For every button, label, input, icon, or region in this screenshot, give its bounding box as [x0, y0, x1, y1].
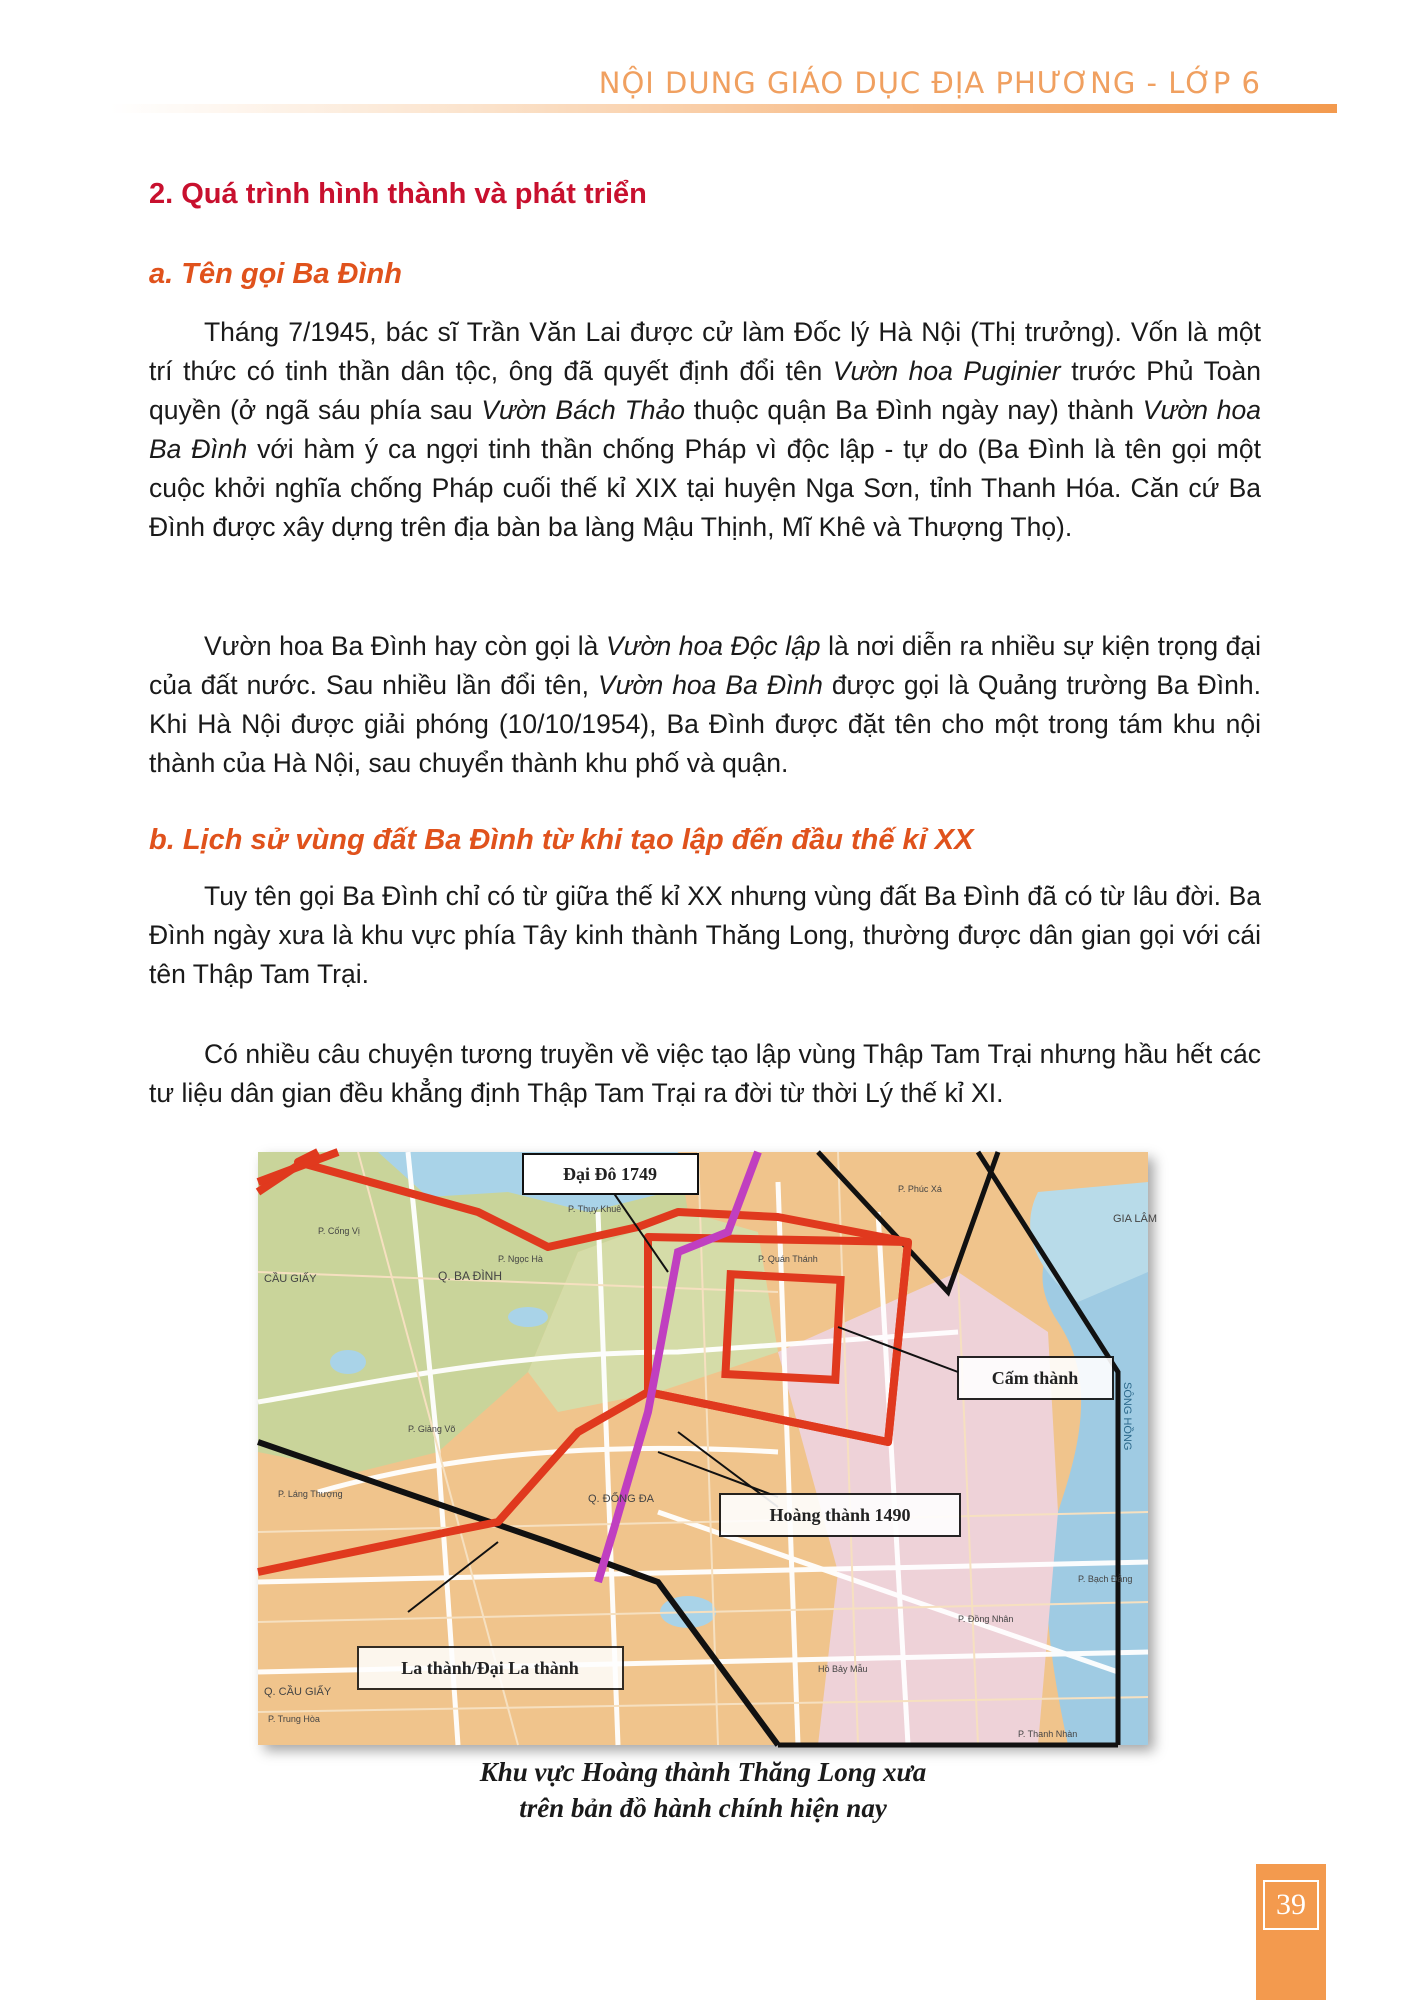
map-place-ba-dinh: Q. BA ĐÌNH [438, 1269, 503, 1283]
map-place-thanh-nhan: P. Thanh Nhàn [1018, 1729, 1078, 1739]
map-place-dong-nhan: P. Đồng Nhân [958, 1614, 1014, 1624]
map-place-quan-thanh: P. Quán Thánh [758, 1254, 818, 1264]
subsection-a-heading: a. Tên gọi Ba Đình [149, 258, 402, 290]
map-place-ngoc-ha: P. Ngọc Hà [498, 1254, 543, 1264]
map-place-song-hong: SÔNG HỒNG [1121, 1382, 1133, 1451]
map-place-trung-hoa: P. Trung Hòa [268, 1714, 320, 1724]
map-label-dai-do: Đại Đô 1749 [563, 1164, 657, 1184]
subsection-b-heading: b. Lịch sử vùng đất Ba Đình từ khi tạo lập đến đầu thế kỉ XX [149, 824, 974, 856]
map-place-dong-da: Q. ĐỐNG ĐA [588, 1493, 655, 1505]
map-place-cong-vi: P. Cống Vị [318, 1226, 360, 1236]
map-caption-line1: Khu vực Hoàng thành Thăng Long xưa [479, 1757, 927, 1787]
section-heading: 2. Quá trình hình thành và phát triển [149, 178, 647, 210]
paragraph-b1: Tuy tên gọi Ba Đình chỉ có từ giữa thế kỉ XX nhưng vùng đất Ba Đình đã có từ lâu đời. Ba Đình ngày xưa là khu vực phía Tây kinh thành Thăng Long, thường được dân gian gọi với cái tên Thập Tam Trại. [149, 881, 1261, 989]
map-place-gia-lam: GIA LÂM [1113, 1213, 1158, 1225]
map-caption-line2: trên bản đồ hành chính hiện nay [519, 1793, 887, 1823]
map-place-lang-thuong: P. Láng Thượng [278, 1489, 343, 1499]
map-place-giang-vo: P. Giảng Võ [408, 1424, 456, 1434]
map-place-phuc-xa: P. Phúc Xá [898, 1184, 942, 1194]
paragraph-a1: Tháng 7/1945, bác sĩ Trần Văn Lai được cử làm Đốc lý Hà Nội (Thị trưởng). Vốn là một trí thức có tinh thần dân tộc, ông đã quyết định đổi tên Vườn hoa Puginier trước Phủ Toàn quyền (ở ngã sáu phía sau Vườn Bách Thảo thuộc quận Ba Đình ngày nay) thành Vườn hoa Ba Đình với hàm ý ca ngợi tinh thần chống Pháp vì độc lập - tự do (Ba Đình là tên gọi một cuộc khởi nghĩa chống Pháp cuối thế kỉ XIX tại huyện Nga Sơn, tỉnh Thanh Hóa. Căn cứ Ba Đình được xây dựng trên địa bàn ba làng Mậu Thịnh, Mĩ Khê và Thượng Thọ). [149, 317, 1261, 542]
historical-map [258, 1152, 1158, 1745]
map-place-bach-dang: P. Bạch Đằng [1078, 1574, 1133, 1584]
paragraph-b2: Có nhiều câu chuyện tương truyền về việc tạo lập vùng Thập Tam Trại nhưng hầu hết các tư liệu dân gian đều khẳng định Thập Tam Trại ra đời từ thời Lý thế kỉ XI. [149, 1039, 1261, 1108]
page-header-title: NỘI DUNG GIÁO DỤC ĐỊA PHƯƠNG - LỚP 6 [598, 66, 1261, 100]
map-label-hoang-thanh: Hoàng thành 1490 [769, 1505, 911, 1525]
header-divider [110, 104, 1337, 113]
map-label-la-thanh: La thành/Đại La thành [401, 1658, 579, 1678]
map-label-cam-thanh: Cấm thành [991, 1368, 1079, 1388]
map-place-cau-giay-top: CẦU GIẤY [264, 1273, 317, 1285]
paragraph-a2: Vườn hoa Ba Đình hay còn gọi là Vườn hoa Độc lập là nơi diễn ra nhiều sự kiện trọng đại của đất nước. Sau nhiều lần đổi tên, Vườn hoa Ba Đình được gọi là Quảng trường Ba Đình. Khi Hà Nội được giải phóng (10/10/1954), Ba Đình được đặt tên cho một trong tám khu nội thành của Hà Nội, sau chuyển thành khu phố và quận. [149, 631, 1262, 778]
map-place-thuy-khue: P. Thụy Khuê [568, 1204, 622, 1214]
page-number: 39 [1263, 1880, 1319, 1930]
map-place-q-cau-giay: Q. CẦU GIẤY [264, 1686, 332, 1698]
map-place-bay-mau: Hồ Bảy Mẫu [818, 1664, 868, 1674]
